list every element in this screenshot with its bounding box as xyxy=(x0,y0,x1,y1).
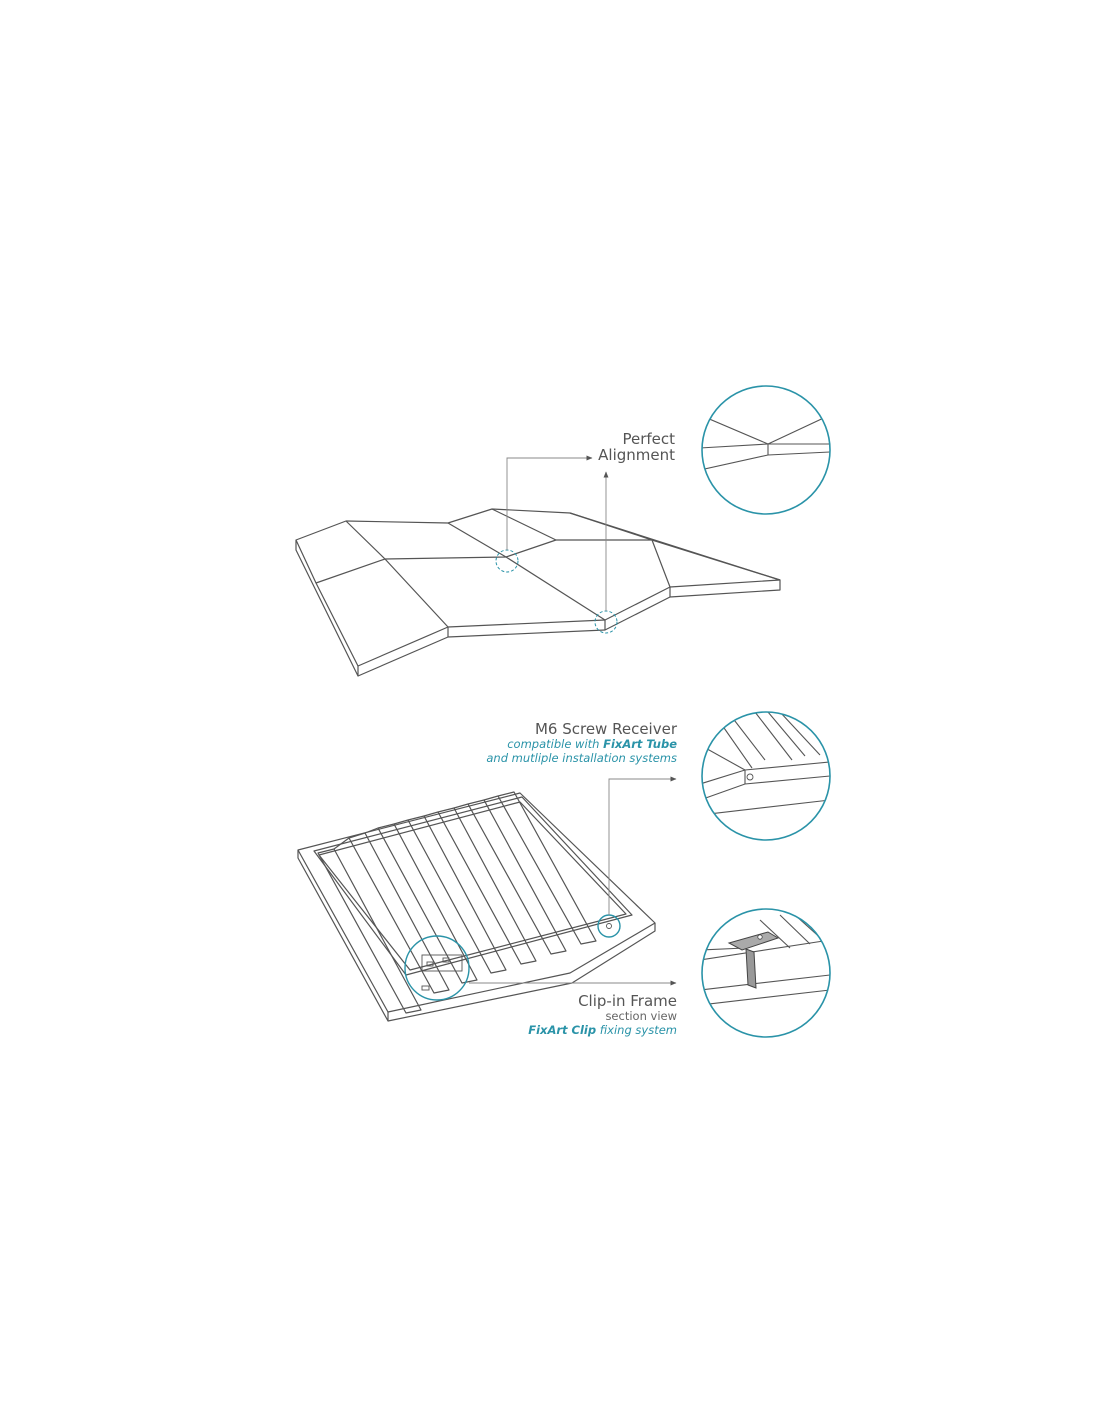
faceted-panel-drawing xyxy=(296,509,780,676)
screw-zoom-circle xyxy=(700,712,830,840)
clip-zoom-circle xyxy=(700,909,830,1037)
screw-label xyxy=(486,721,677,765)
slat-panel-drawing xyxy=(298,792,655,1021)
clip-fix-suffix: fixing system xyxy=(596,1023,677,1037)
screw-compat-prefix: compatible with xyxy=(507,737,604,751)
screw-label-title: M6 Screw Receiver xyxy=(534,720,677,738)
clip-label-fixing xyxy=(528,1023,677,1037)
screw-compat-product: FixArt Tube xyxy=(603,737,677,751)
alignment-label-line1: Perfect xyxy=(622,430,675,448)
alignment-zoom-circle xyxy=(700,386,830,514)
clip-label xyxy=(528,993,677,1037)
alignment-label xyxy=(598,431,675,463)
clip-label-title: Clip-in Frame xyxy=(578,992,677,1010)
screw-label-line2: and mutliple installation systems xyxy=(486,751,677,765)
alignment-label-line2: Alignment xyxy=(598,446,675,464)
clip-label-section: section view xyxy=(605,1009,677,1023)
screw-label-compat xyxy=(486,737,677,751)
clip-fix-product: FixArt Clip xyxy=(528,1023,597,1037)
